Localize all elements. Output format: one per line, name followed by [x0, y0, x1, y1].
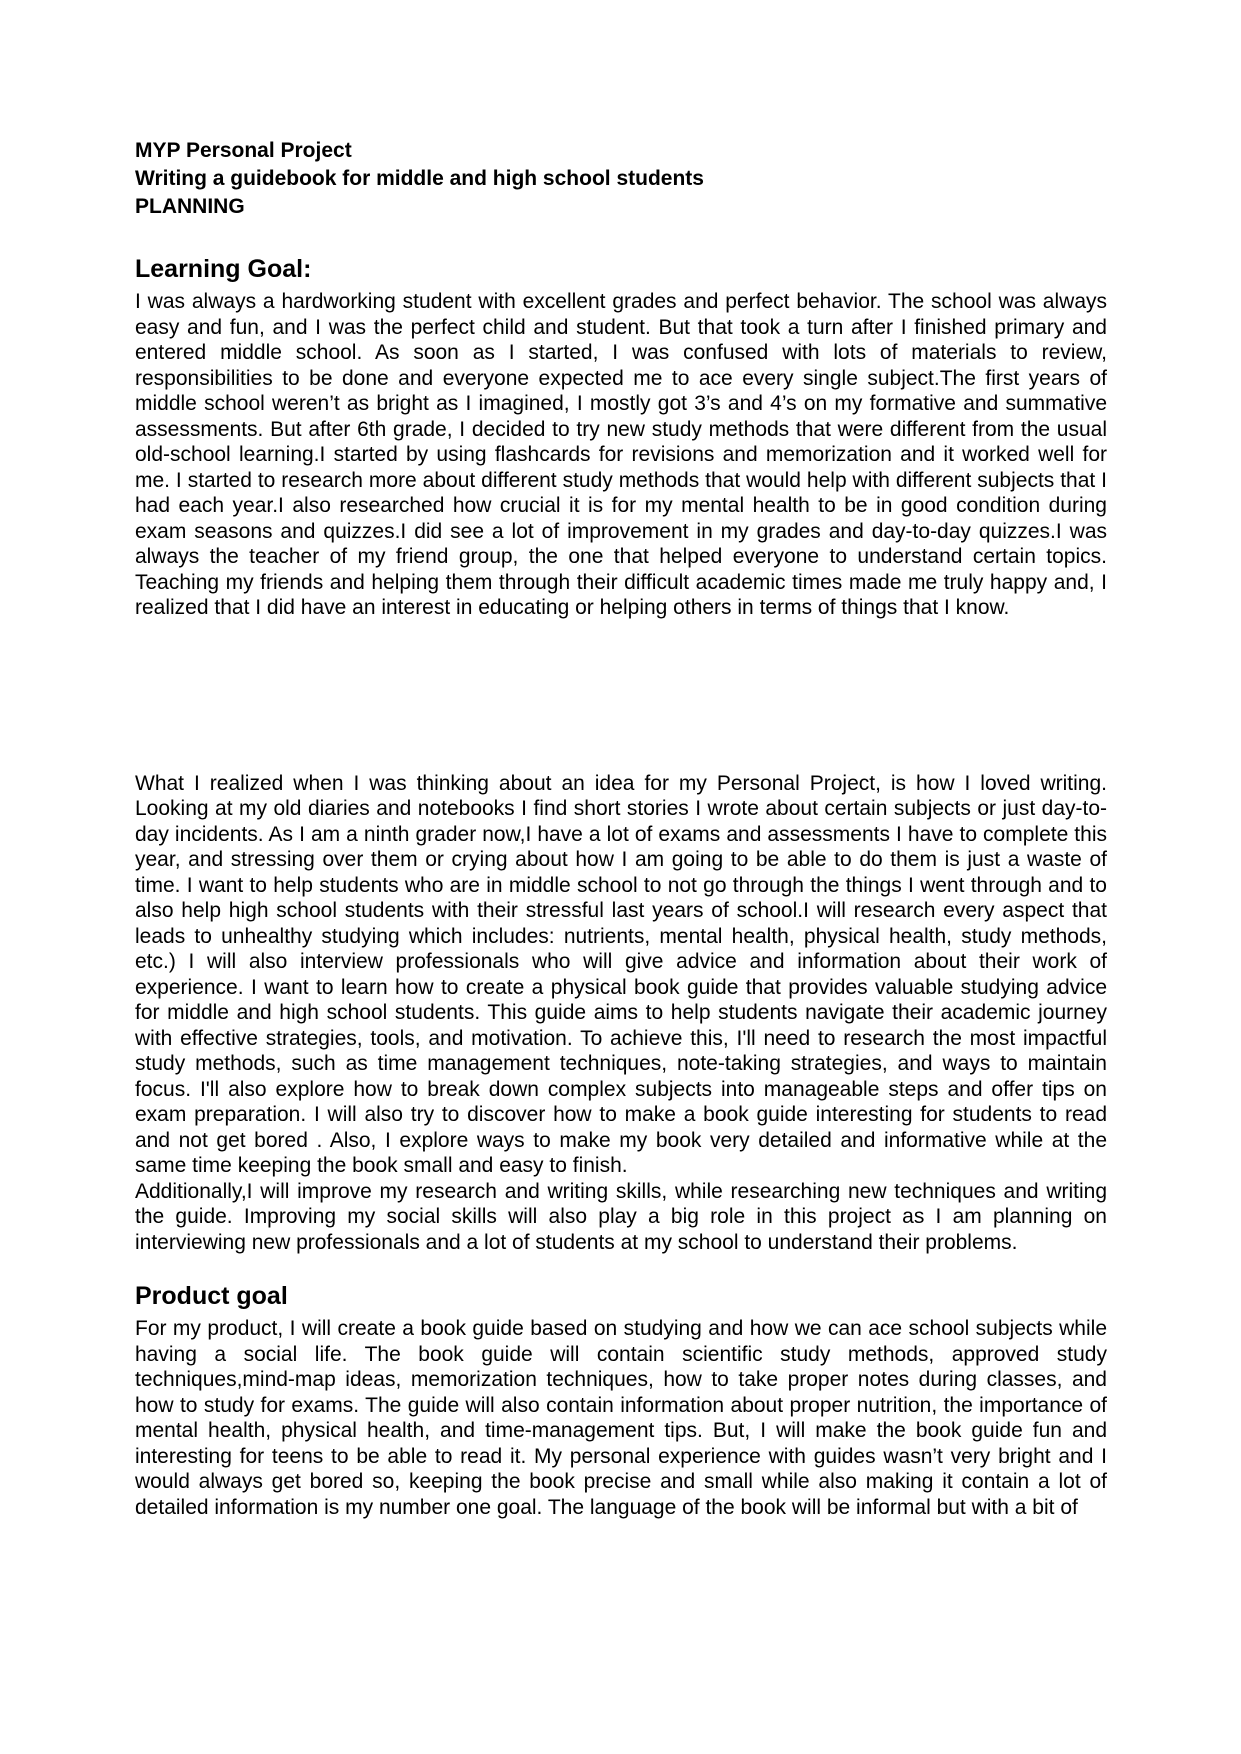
- doc-title: MYP Personal Project: [135, 139, 352, 162]
- learning-goal-paragraph-1: I was always a hardworking student with excellent grades and perfect behavior. The school was always easy and fun, and I was the perfect child and student. But that took a turn after I finished primary and entered middle school. As soon as I started, I was confused with lots of materials to review, responsibilities to be done and everyone expected me to ace every single subject.The first years of middle school weren’t as bright as I imagined, I mostly got 3’s and 4’s on my formative and summative assessments. But after 6th grade, I decided to try new study methods that were different from the usual old-school learning.I started by using flashcards for revisions and memorization and it worked well for me. I started to research more about different study methods that would help with different subjects that I had each year.I also researched how crucial it is for my mental health to be in good condition during exam seasons and quizzes.I did see a lot of improvement in my grades and day-to-day quizzes.I was always the teacher of my friend group, the one that helped everyone to understand certain topics. Teaching my friends and helping them through their difficult academic times made me truly happy and, I realized that I did have an interest in educating or helping others in terms of things that I know.: [135, 290, 1107, 619]
- doc-subtitle: Writing a guidebook for middle and high school students: [135, 167, 704, 190]
- product-goal-heading: Product goal: [135, 1282, 288, 1310]
- product-goal-paragraph: For my product, I will create a book guide based on studying and how we can ace school subjects while having a social life. The book guide will contain scientific study methods, approved study techniques,mind-map ideas, memorization techniques, how to take proper notes during classes, and how to study for exams. The guide will also contain information about proper nutrition, the importance of mental health, physical health, and time-management tips. But, I will make the book guide fun and interesting for teens to be able to read it. My personal experience with guides wasn’t very bright and I would always get bored so, keeping the book precise and small while also making it contain a lot of detailed information is my number one goal. The language of the book will be informal but with a bit of: [135, 1317, 1107, 1519]
- learning-goal-paragraph-2: What I realized when I was thinking about an idea for my Personal Project, is how I loved writing. Looking at my old diaries and notebooks I find short stories I wrote about certain subjects or just day-to-day incidents. As I am a ninth grader now,I have a lot of exams and assessments I have to complete this year, and stressing over them or crying about how I am going to be able to do them is just a waste of time. I want to help students who are in middle school to not go through the things I went through and to also help high school students with their stressful last years of school.I will research every aspect that leads to unhealthy studying which includes: nutrients, mental health, physical health, study methods, etc.) I will also interview professionals who will give advice and information about their work of experience. I want to learn how to create a physical book guide that provides valuable studying advice for middle and high school students. This guide aims to help students navigate their academic journey with effective strategies, tools, and motivation. To achieve this, I'll need to research the most impactful study methods, such as time management techniques, note-taking strategies, and ways to maintain focus. I'll also explore how to break down complex subjects into manageable steps and offer tips on exam preparation. I will also try to discover how to make a book guide interesting for students to read and not get bored . Also, I explore ways to make my book very detailed and informative while at the same time keeping the book small and easy to finish.: [135, 771, 1107, 1177]
- learning-goal-paragraph-3: Additionally,I will improve my research and writing skills, while researching new techniques and writing the guide. Improving my social skills will also play a big role in this project as I am planning on interviewing new professionals and a lot of students at my school to understand their problems.: [135, 1179, 1107, 1254]
- learning-goal-heading: Learning Goal:: [135, 255, 312, 283]
- doc-stage-label: PLANNING: [135, 195, 245, 218]
